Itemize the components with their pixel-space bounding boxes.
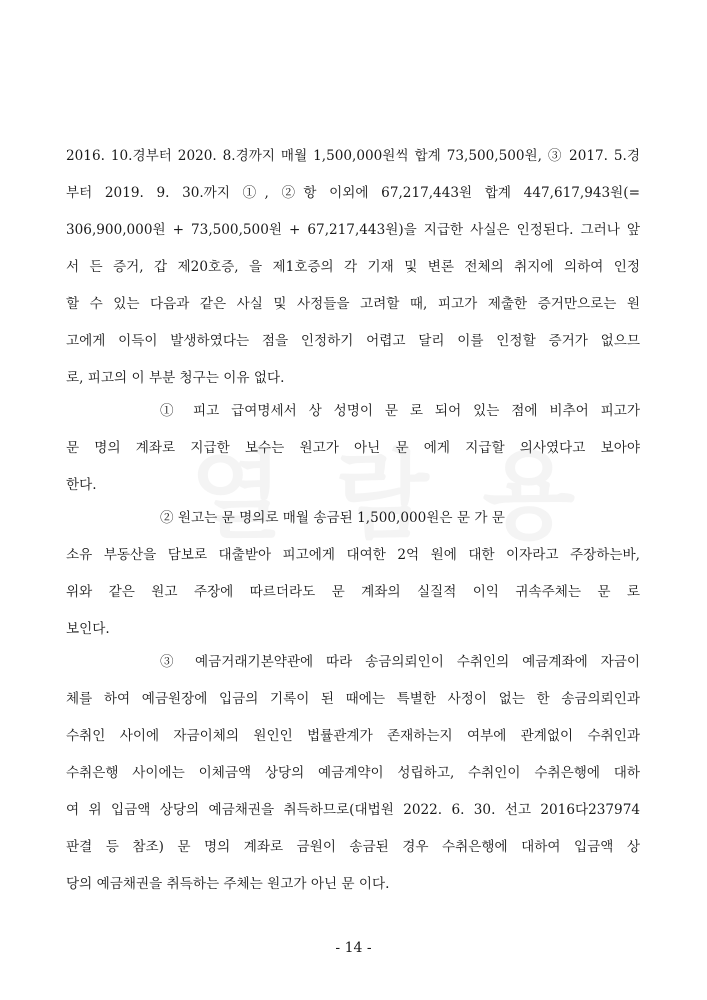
paragraph-1-line-2: 부터 2019. 9. 30.까지 ①, ②항 이외에 67,217,443원 합계 447,617,943원(= [66,185,640,201]
paragraph-3-line-1: ② 원고는 문 명의로 매월 송금된 1,500,000원은 문 가 문 [160,510,505,526]
paragraph-4-line-1: ③ 예금거래기본약관에 따라 송금의뢰인이 수취인의 예금계좌에 자금이 [160,654,640,670]
paragraph-4-line-7: 당의 예금채권을 취득하는 주체는 원고가 아닌 문 이다. [66,876,390,892]
paragraph-3-line-3: 위와 같은 원고 주장에 따르더라도 문 계좌의 실질적 이익 귀속주체는 문 로 [66,584,640,600]
paragraph-1-line-4: 서 든 증거, 갑 제20호증, 을 제1호증의 각 기재 및 변론 전체의 취지에 의하여 인정 [66,259,640,275]
paragraph-2-line-2: 문 명의 계좌로 지급한 보수는 원고가 아닌 문 에게 지급할 의사였다고 보아야 [66,440,640,456]
paragraph-2-line-3: 한다. [66,477,97,493]
paragraph-4-line-2: 체를 하여 예금원장에 입금의 기록이 된 때에는 특별한 사정이 없는 한 송금의뢰인과 [66,691,640,707]
paragraph-1-line-7: 로, 피고의 이 부분 청구는 이유 없다. [66,370,285,386]
paragraph-1-line-6: 고에게 이득이 발생하였다는 점을 인정하기 어렵고 달리 이를 인정할 증거가 없으므 [66,333,640,349]
paragraph-2-line-1: ① 피고 급여명세서 상 성명이 문 로 되어 있는 점에 비추어 피고가 [160,403,640,419]
paragraph-4-line-3: 수취인 사이에 자금이체의 원인인 법률관계가 존재하는지 여부에 관계없이 수취인과 [66,728,640,744]
paragraph-1-line-5: 할 수 있는 다음과 같은 사실 및 사정들을 고려할 때, 피고가 제출한 증거만으로는 원 [66,296,640,312]
paragraph-1-line-1: 2016. 10.경부터 2020. 8.경까지 매월 1,500,000원씩 합계 73,500,500원, ③ 2017. 5.경 [66,148,640,164]
paragraph-3-line-4: 보인다. [66,621,110,637]
paragraph-4-line-5: 여 위 입금액 상당의 예금채권을 취득하므로(대법원 2022. 6. 30. 선고 2016다237974 [66,802,640,818]
paragraph-1-line-3: 306,900,000원 + 73,500,500원 + 67,217,443원)을 지급한 사실은 인정된다. 그러나 앞 [66,222,640,238]
page-number: - 14 - [335,940,372,956]
paragraph-4-line-4: 수취은행 사이에는 이체금액 상당의 예금계약이 성립하고, 수취인이 수취은행에 대하 [66,765,640,781]
paragraph-4-line-6: 판결 등 참조) 문 명의 계좌로 금원이 송금된 경우 수취은행에 대하여 입금액 상 [66,839,640,855]
paragraph-3-line-2: 소유 부동산을 담보로 대출받아 피고에게 대여한 2억 원에 대한 이자라고 주장하는바, [66,547,640,563]
